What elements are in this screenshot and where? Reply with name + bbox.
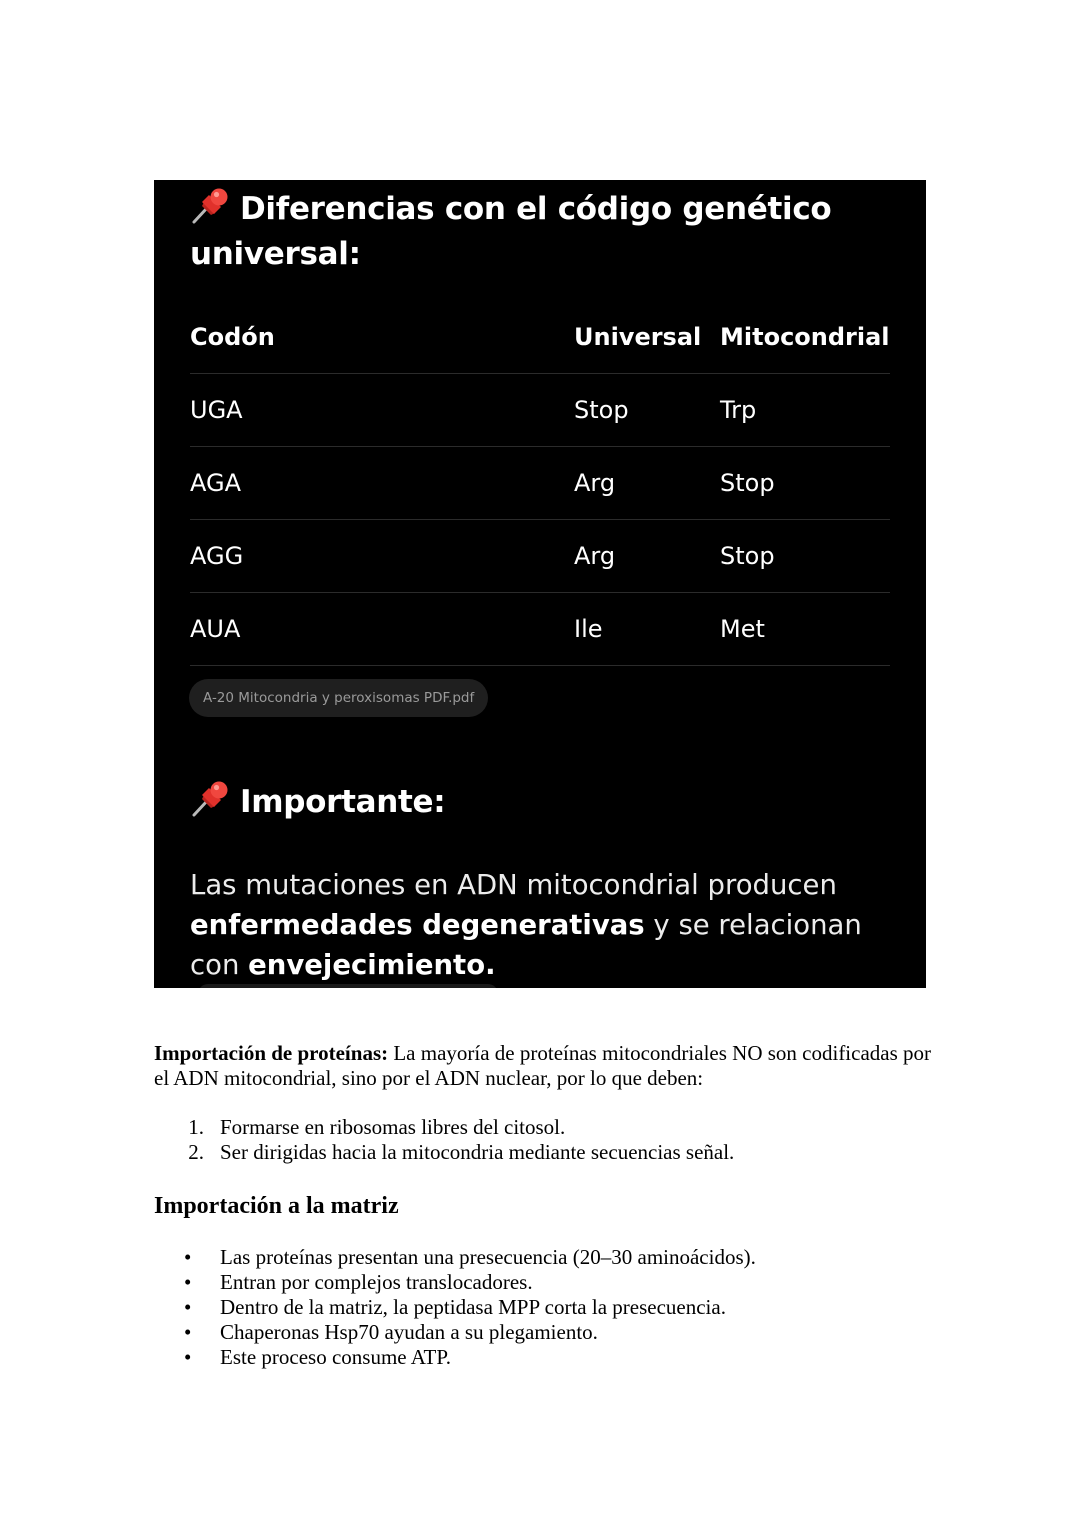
list-item-text: Este proceso consume ATP.: [220, 1345, 451, 1369]
paragraph-period: .: [485, 949, 496, 981]
list-item-text: Las proteínas presentan una presecuencia (20–30 aminoácidos).: [220, 1245, 756, 1269]
pushpin-icon: [190, 780, 230, 818]
cell-codon: UGA: [190, 396, 243, 424]
cell-mitochondrial: Trp: [720, 396, 757, 424]
intro-bold-label: Importación de proteínas:: [154, 1041, 389, 1065]
cell-universal: Ile: [574, 615, 603, 643]
table-row: [190, 447, 890, 520]
source-file-pill[interactable]: A-20 Mitocondria y peroxisomas PDF.pdf: [189, 679, 488, 717]
list-item: [154, 1270, 934, 1295]
heading-important-text: Importante:: [240, 784, 446, 820]
list-item: [154, 1115, 934, 1140]
list-item: [154, 1295, 934, 1320]
bullet-marker: •: [184, 1245, 192, 1269]
cell-universal: Arg: [574, 469, 616, 497]
bullet-marker: •: [184, 1295, 192, 1319]
list-item-text: Entran por complejos translocadores.: [220, 1270, 533, 1294]
chat-screenshot: [154, 180, 926, 988]
cell-universal: Arg: [574, 542, 616, 570]
cell-mitochondrial: Stop: [720, 469, 775, 497]
list-item: [154, 1245, 934, 1270]
cell-universal: Stop: [574, 396, 629, 424]
header-codon: Codón: [190, 323, 275, 351]
cell-mitochondrial: Stop: [720, 542, 775, 570]
ordered-list: [154, 1115, 934, 1165]
list-item-text: Formarse en ribosomas libres del citosol.: [220, 1115, 566, 1139]
bullet-marker: •: [184, 1345, 192, 1369]
cell-codon: AGG: [190, 542, 244, 570]
paragraph-bold-text: enfermedades degenerativas: [190, 909, 645, 941]
bullet-marker: •: [184, 1320, 192, 1344]
important-paragraph: [190, 865, 910, 985]
cell-mitochondrial: Met: [720, 615, 765, 643]
header-mitochondrial: Mitocondrial: [720, 323, 890, 351]
list-item-text: Ser dirigidas hacia la mitocondria mediante secuencias señal.: [220, 1140, 735, 1164]
section-heading: Importación a la matriz: [154, 1193, 399, 1219]
list-item-text: Chaperonas Hsp70 ayudan a su plegamiento.: [220, 1320, 598, 1344]
list-item: [154, 1320, 934, 1345]
table-row: [190, 520, 890, 593]
intro-paragraph: [154, 1041, 934, 1091]
list-item: [154, 1140, 934, 1165]
heading-differences: [190, 187, 890, 277]
paragraph-bold-text: envejecimiento: [248, 949, 486, 981]
bullet-list: [154, 1245, 934, 1370]
list-item: [154, 1345, 934, 1370]
list-number: 2.: [188, 1140, 204, 1164]
table-row: [190, 374, 890, 447]
paragraph-text: Las mutaciones en ADN mitocondrial producen: [190, 869, 837, 901]
heading-important: [190, 780, 890, 825]
table-row: [190, 593, 890, 666]
cell-codon: AGA: [190, 469, 242, 497]
intro-text: La mayoría de proteínas mitocondriales NO son codificadas por el ADN mitocondrial, sino por el ADN nuclear, por lo que deben:: [154, 1041, 932, 1090]
codon-table: [190, 301, 890, 666]
header-universal: Universal: [574, 323, 702, 351]
heading-differences-text: Diferencias con el código genético universal:: [190, 191, 832, 272]
pushpin-icon: [190, 187, 230, 225]
list-number: 1.: [188, 1115, 204, 1139]
table-header-row: [190, 301, 890, 374]
bullet-marker: •: [184, 1270, 192, 1294]
paragraph-text: y se relacionan con: [190, 909, 862, 981]
cell-codon: AUA: [190, 615, 241, 643]
list-item-text: Dentro de la matriz, la peptidasa MPP corta la presecuencia.: [220, 1295, 726, 1319]
cropped-pill: [198, 984, 498, 988]
